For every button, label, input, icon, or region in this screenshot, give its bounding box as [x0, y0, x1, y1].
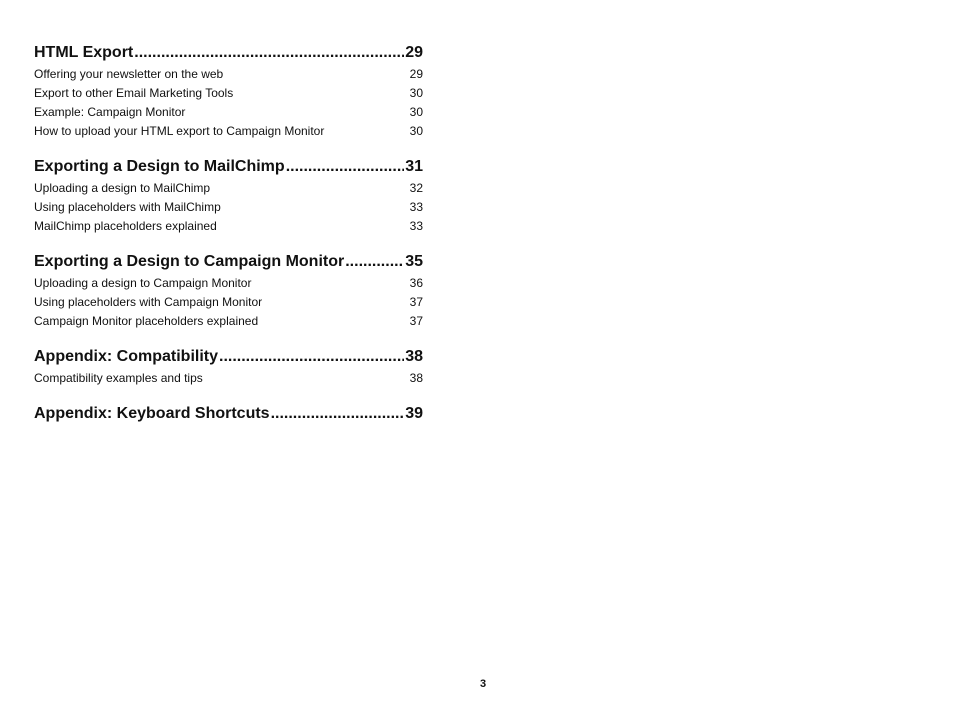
toc-heading[interactable] [34, 42, 423, 64]
toc-entry[interactable] [34, 179, 423, 198]
dot-leader [219, 346, 404, 368]
toc-entry-title: Offering your newsletter on the web [34, 67, 224, 81]
toc-entry-title: Uploading a design to MailChimp [34, 181, 211, 195]
dot-leader [271, 403, 405, 425]
table-of-contents [34, 42, 423, 440]
toc-entry-title: MailChimp placeholders explained [34, 219, 217, 233]
toc-entry-page: 33 [409, 200, 423, 214]
toc-heading-page: 39 [405, 405, 423, 422]
toc-entry-title: Compatibility examples and tips [34, 371, 203, 385]
toc-entry-page: 36 [409, 276, 423, 290]
toc-entry[interactable] [34, 103, 423, 122]
dot-leader [286, 156, 405, 178]
toc-heading-title: Exporting a Design to Campaign Monitor [34, 253, 345, 270]
toc-section-keyboard-shortcuts [34, 403, 423, 425]
toc-heading[interactable] [34, 156, 423, 178]
toc-entry-page: 30 [409, 86, 423, 100]
toc-entry[interactable] [34, 65, 423, 84]
toc-entry[interactable] [34, 274, 423, 293]
toc-entry-title: Using placeholders with MailChimp [34, 200, 221, 214]
toc-entry-page: 33 [409, 219, 423, 233]
toc-entry[interactable] [34, 369, 423, 388]
toc-entry-title: Campaign Monitor placeholders explained [34, 314, 259, 328]
toc-heading[interactable] [34, 403, 423, 425]
toc-entry-page: 37 [409, 314, 423, 328]
toc-heading-page: 35 [405, 253, 423, 270]
dot-leader [345, 251, 404, 273]
toc-section-mailchimp [34, 156, 423, 236]
toc-section-html-export [34, 42, 423, 141]
toc-entry[interactable] [34, 312, 423, 331]
toc-entry[interactable] [34, 122, 423, 141]
toc-entry-page: 32 [409, 181, 423, 195]
toc-entry-page: 30 [409, 105, 423, 119]
toc-entry-page: 30 [409, 124, 423, 138]
toc-section-campaign-monitor [34, 251, 423, 331]
dot-leader [134, 42, 404, 64]
toc-entry-page: 37 [409, 295, 423, 309]
toc-heading-title: Appendix: Keyboard Shortcuts [34, 405, 270, 422]
toc-heading-title: Exporting a Design to MailChimp [34, 158, 285, 175]
toc-entry[interactable] [34, 293, 423, 312]
toc-entry-title: Export to other Email Marketing Tools [34, 86, 234, 100]
toc-heading[interactable] [34, 251, 423, 273]
toc-heading[interactable] [34, 346, 423, 368]
toc-section-compatibility [34, 346, 423, 388]
toc-entry-title: Uploading a design to Campaign Monitor [34, 276, 252, 290]
toc-entry[interactable] [34, 84, 423, 103]
toc-entry[interactable] [34, 198, 423, 217]
toc-heading-title: HTML Export [34, 44, 134, 61]
page-number: 3 [479, 678, 487, 690]
toc-entry[interactable] [34, 217, 423, 236]
toc-entry-page: 29 [409, 67, 423, 81]
toc-heading-page: 31 [405, 158, 423, 175]
toc-heading-page: 29 [405, 44, 423, 61]
toc-entry-title: Using placeholders with Campaign Monitor [34, 295, 263, 309]
toc-entry-page: 38 [409, 371, 423, 385]
toc-entry-title: Example: Campaign Monitor [34, 105, 186, 119]
toc-entry-title: How to upload your HTML export to Campaign Monitor [34, 124, 325, 138]
toc-heading-page: 38 [405, 348, 423, 365]
toc-heading-title: Appendix: Compatibility [34, 348, 218, 365]
